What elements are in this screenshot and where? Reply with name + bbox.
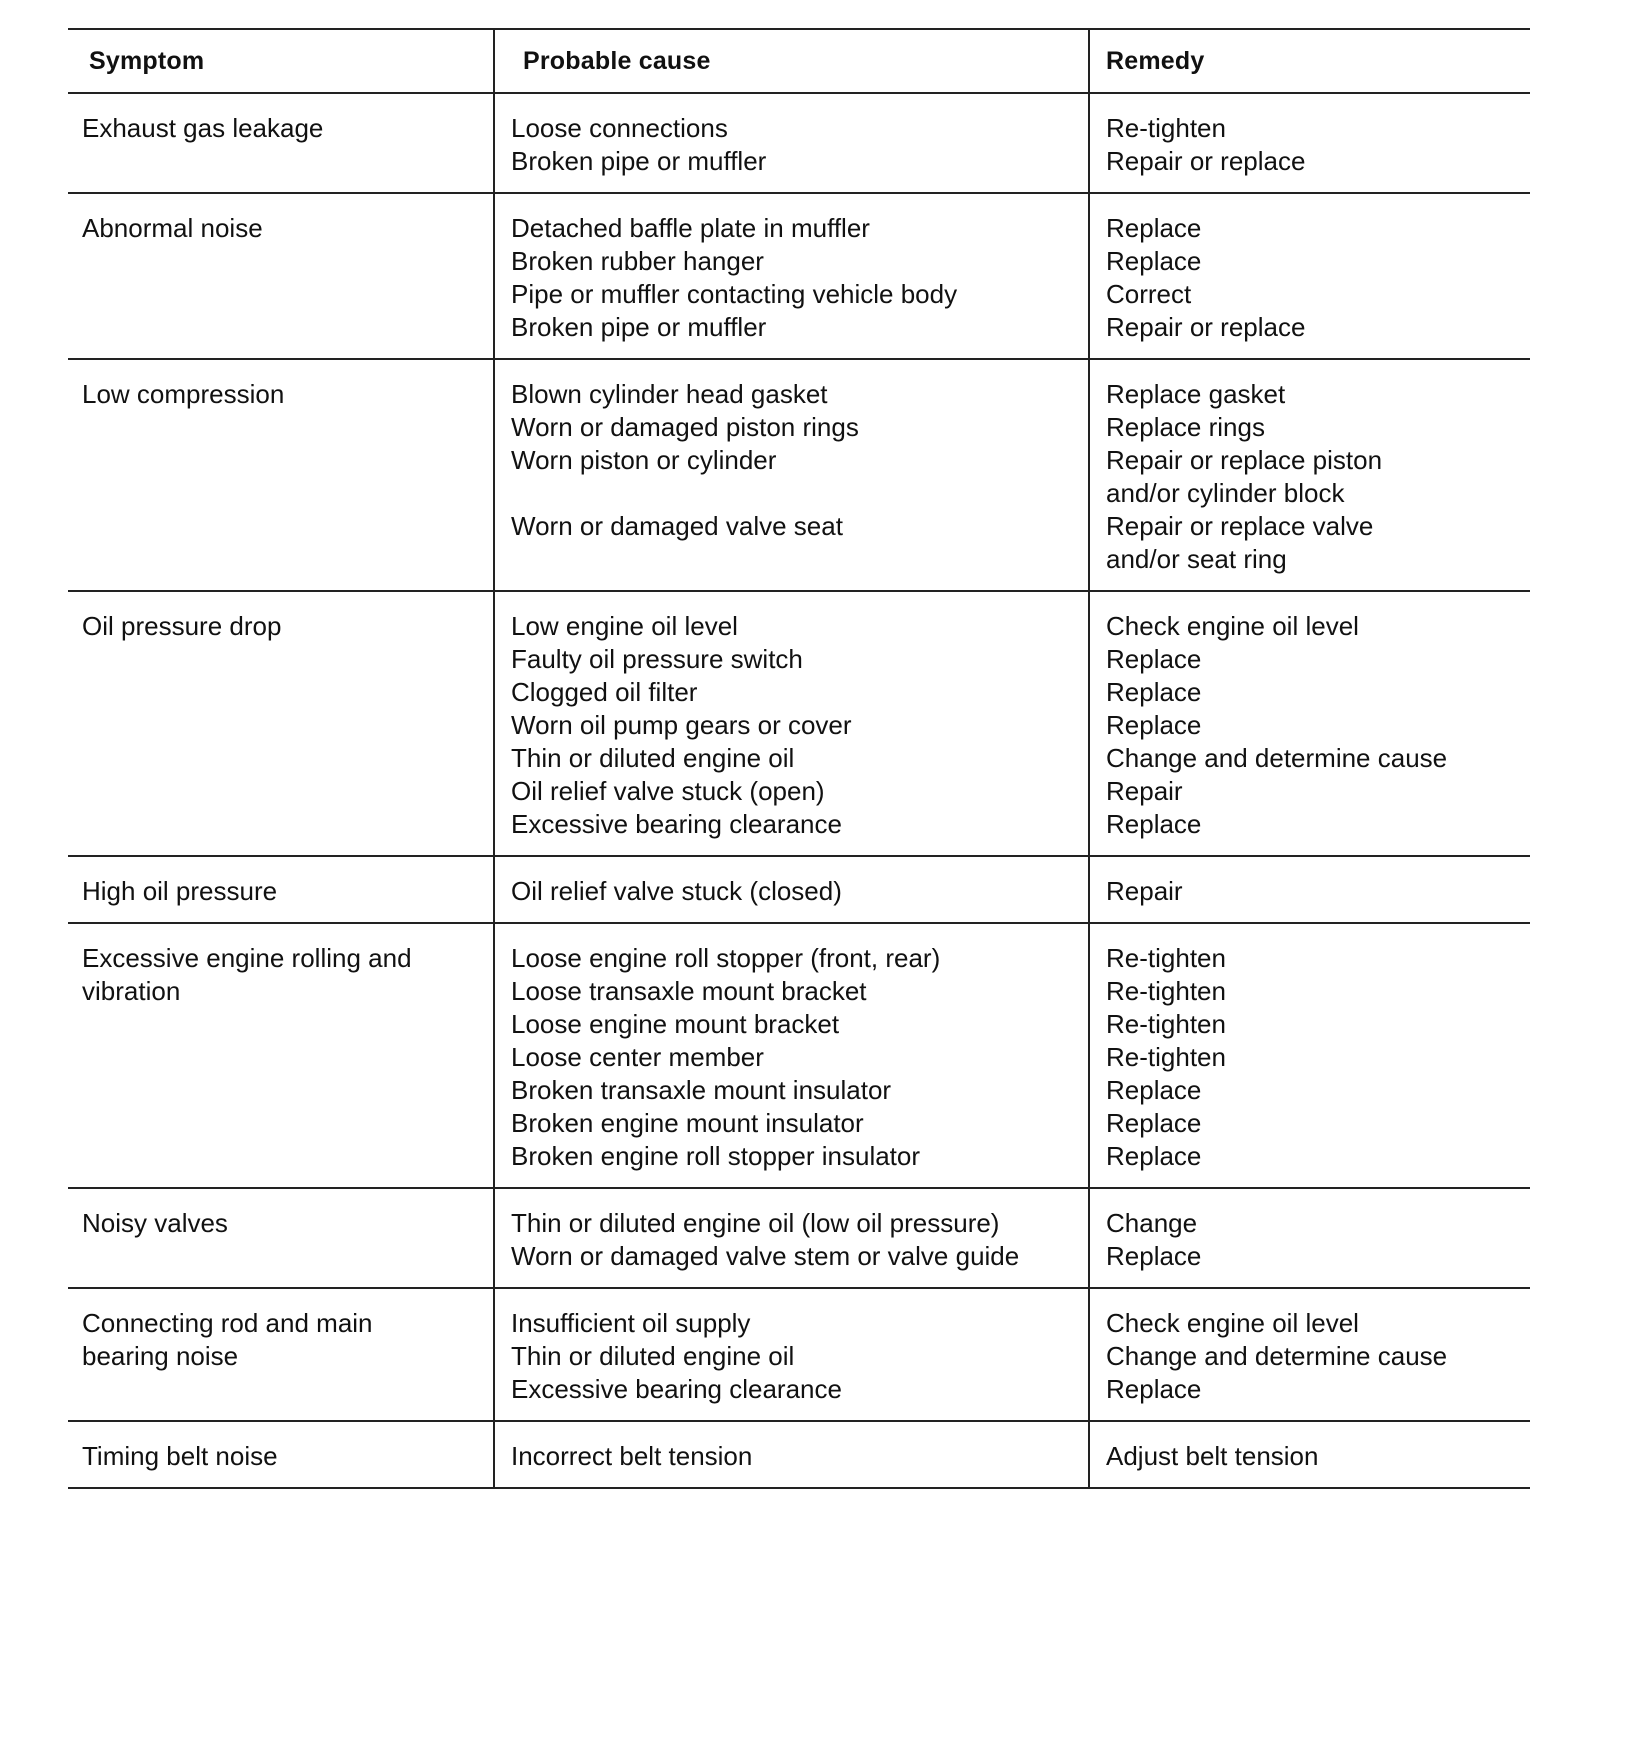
- cause-line: Thin or diluted engine oil: [511, 1341, 795, 1371]
- probable-cause-cell: [494, 1188, 1089, 1288]
- probable-cause-cell: [494, 856, 1089, 923]
- remedy-line: Adjust belt tension: [1106, 1441, 1319, 1471]
- symptom-cell: [68, 193, 494, 359]
- symptom-text: Connecting rod and main: [82, 1308, 373, 1338]
- cause-line: Worn or damaged piston rings: [511, 412, 859, 442]
- remedy-line: Repair: [1106, 776, 1183, 806]
- cause-line: Oil relief valve stuck (open): [511, 776, 825, 806]
- remedy-line: and/or seat ring: [1106, 544, 1287, 574]
- symptom-text: Abnormal noise: [82, 213, 263, 243]
- probable-cause-cell: [494, 359, 1089, 591]
- table-row: [68, 1288, 1530, 1421]
- symptom-text: Oil pressure drop: [82, 611, 282, 641]
- symptom-cell: [68, 1421, 494, 1488]
- remedy-line: Replace: [1106, 677, 1202, 707]
- cause-line: Worn piston or cylinder: [511, 445, 777, 475]
- remedy-line: Replace: [1106, 809, 1202, 839]
- remedy-line: Repair or replace: [1106, 146, 1306, 176]
- table-row: [68, 359, 1530, 591]
- cause-line: Excessive bearing clearance: [511, 809, 842, 839]
- remedy-line: Check engine oil level: [1106, 611, 1359, 641]
- remedy-line: Replace: [1106, 710, 1202, 740]
- cause-line: Loose engine mount bracket: [511, 1009, 840, 1039]
- remedy-line: Check engine oil level: [1106, 1308, 1359, 1338]
- table-row: [68, 856, 1530, 923]
- remedy-line: Re-tighten: [1106, 943, 1226, 973]
- remedy-line: Replace: [1106, 246, 1202, 276]
- remedy-line: Repair or replace: [1106, 312, 1306, 342]
- probable-cause-cell: [494, 1288, 1089, 1421]
- cause-line: Broken pipe or muffler: [511, 312, 767, 342]
- remedy-cell: [1089, 1188, 1530, 1288]
- symptom-text: Noisy valves: [82, 1208, 228, 1238]
- remedy-line: Change and determine cause: [1106, 1341, 1448, 1371]
- table-row: [68, 1188, 1530, 1288]
- symptom-cell: [68, 359, 494, 591]
- probable-cause-cell: [494, 193, 1089, 359]
- remedy-header: Remedy: [1089, 29, 1530, 93]
- symptom-cell: [68, 856, 494, 923]
- remedy-line: Re-tighten: [1106, 113, 1226, 143]
- cause-line: Loose engine roll stopper (front, rear): [511, 943, 941, 973]
- table-header: [68, 29, 1530, 93]
- cause-line: Clogged oil filter: [511, 677, 698, 707]
- cause-line: Broken engine mount insulator: [511, 1108, 864, 1138]
- cause-line: Oil relief valve stuck (closed): [511, 876, 842, 906]
- cause-line: Loose connections: [511, 113, 728, 143]
- cause-line: Broken engine roll stopper insulator: [511, 1141, 921, 1171]
- cause-line: Thin or diluted engine oil (low oil pressure): [511, 1208, 1000, 1238]
- remedy-line: Replace: [1106, 1075, 1202, 1105]
- symptom-cell: [68, 1288, 494, 1421]
- symptom-text: bearing noise: [82, 1341, 239, 1371]
- cause-line: Worn or damaged valve seat: [511, 511, 843, 541]
- cause-line: Thin or diluted engine oil: [511, 743, 795, 773]
- probable-cause-header: Probable cause: [494, 29, 1089, 93]
- remedy-line: and/or cylinder block: [1106, 478, 1345, 508]
- probable-cause-cell: [494, 923, 1089, 1188]
- table-row: [68, 591, 1530, 856]
- table-row: [68, 923, 1530, 1188]
- table-body: [68, 93, 1530, 1488]
- remedy-cell: [1089, 923, 1530, 1188]
- cause-line: Pipe or muffler contacting vehicle body: [511, 279, 958, 309]
- remedy-line: Re-tighten: [1106, 976, 1226, 1006]
- symptom-cell: [68, 93, 494, 193]
- cause-line: Detached baffle plate in muffler: [511, 213, 870, 243]
- remedy-line: Repair: [1106, 876, 1183, 906]
- remedy-cell: [1089, 359, 1530, 591]
- probable-cause-cell: [494, 591, 1089, 856]
- remedy-line: Correct: [1106, 279, 1192, 309]
- remedy-cell: [1089, 193, 1530, 359]
- remedy-line: Re-tighten: [1106, 1042, 1226, 1072]
- remedy-line: Change: [1106, 1208, 1198, 1238]
- cause-line: Blown cylinder head gasket: [511, 379, 828, 409]
- remedy-cell: [1089, 1288, 1530, 1421]
- symptom-text: Excessive engine rolling and: [82, 943, 412, 973]
- remedy-line: Replace gasket: [1106, 379, 1286, 409]
- cause-line: Worn oil pump gears or cover: [511, 710, 852, 740]
- remedy-line: Replace: [1106, 1241, 1202, 1271]
- symptom-cell: [68, 1188, 494, 1288]
- remedy-line: Replace rings: [1106, 412, 1265, 442]
- blank-line: [511, 477, 1082, 510]
- cause-line: Worn or damaged valve stem or valve guide: [511, 1241, 1020, 1271]
- remedy-line: Repair or replace valve: [1106, 511, 1374, 541]
- remedy-line: Replace: [1106, 1141, 1202, 1171]
- probable-cause-cell: [494, 1421, 1089, 1488]
- cause-line: Broken rubber hanger: [511, 246, 764, 276]
- cause-line: Broken transaxle mount insulator: [511, 1075, 892, 1105]
- symptom-cell: [68, 923, 494, 1188]
- remedy-line: Replace: [1106, 1374, 1202, 1404]
- symptom-text: Timing belt noise: [82, 1441, 278, 1471]
- table-row: [68, 1421, 1530, 1488]
- remedy-line: Change and determine cause: [1106, 743, 1448, 773]
- remedy-line: Replace: [1106, 213, 1202, 243]
- header-row: [68, 29, 1530, 93]
- remedy-line: Re-tighten: [1106, 1009, 1226, 1039]
- cause-line: Loose center member: [511, 1042, 764, 1072]
- remedy-cell: [1089, 591, 1530, 856]
- remedy-line: Replace: [1106, 644, 1202, 674]
- symptom-cell: [68, 591, 494, 856]
- symptom-text: Low compression: [82, 379, 285, 409]
- cause-line: Excessive bearing clearance: [511, 1374, 842, 1404]
- table-row: [68, 193, 1530, 359]
- remedy-cell: [1089, 856, 1530, 923]
- symptom-header: Symptom: [89, 46, 205, 75]
- symptom-text: Exhaust gas leakage: [82, 113, 324, 143]
- troubleshooting-table: [68, 28, 1530, 1489]
- cause-line: Insufficient oil supply: [511, 1308, 751, 1338]
- symptom-text: vibration: [82, 976, 181, 1006]
- remedy-cell: [1089, 93, 1530, 193]
- cause-line: Faulty oil pressure switch: [511, 644, 803, 674]
- cause-line: Incorrect belt tension: [511, 1441, 753, 1471]
- probable-cause-cell: [494, 93, 1089, 193]
- cause-line: Loose transaxle mount bracket: [511, 976, 867, 1006]
- symptom-text: High oil pressure: [82, 876, 278, 906]
- remedy-line: Replace: [1106, 1108, 1202, 1138]
- table-row: [68, 93, 1530, 193]
- remedy-cell: [1089, 1421, 1530, 1488]
- cause-line: Low engine oil level: [511, 611, 738, 641]
- cause-line: Broken pipe or muffler: [511, 146, 767, 176]
- remedy-line: Repair or replace piston: [1106, 445, 1383, 475]
